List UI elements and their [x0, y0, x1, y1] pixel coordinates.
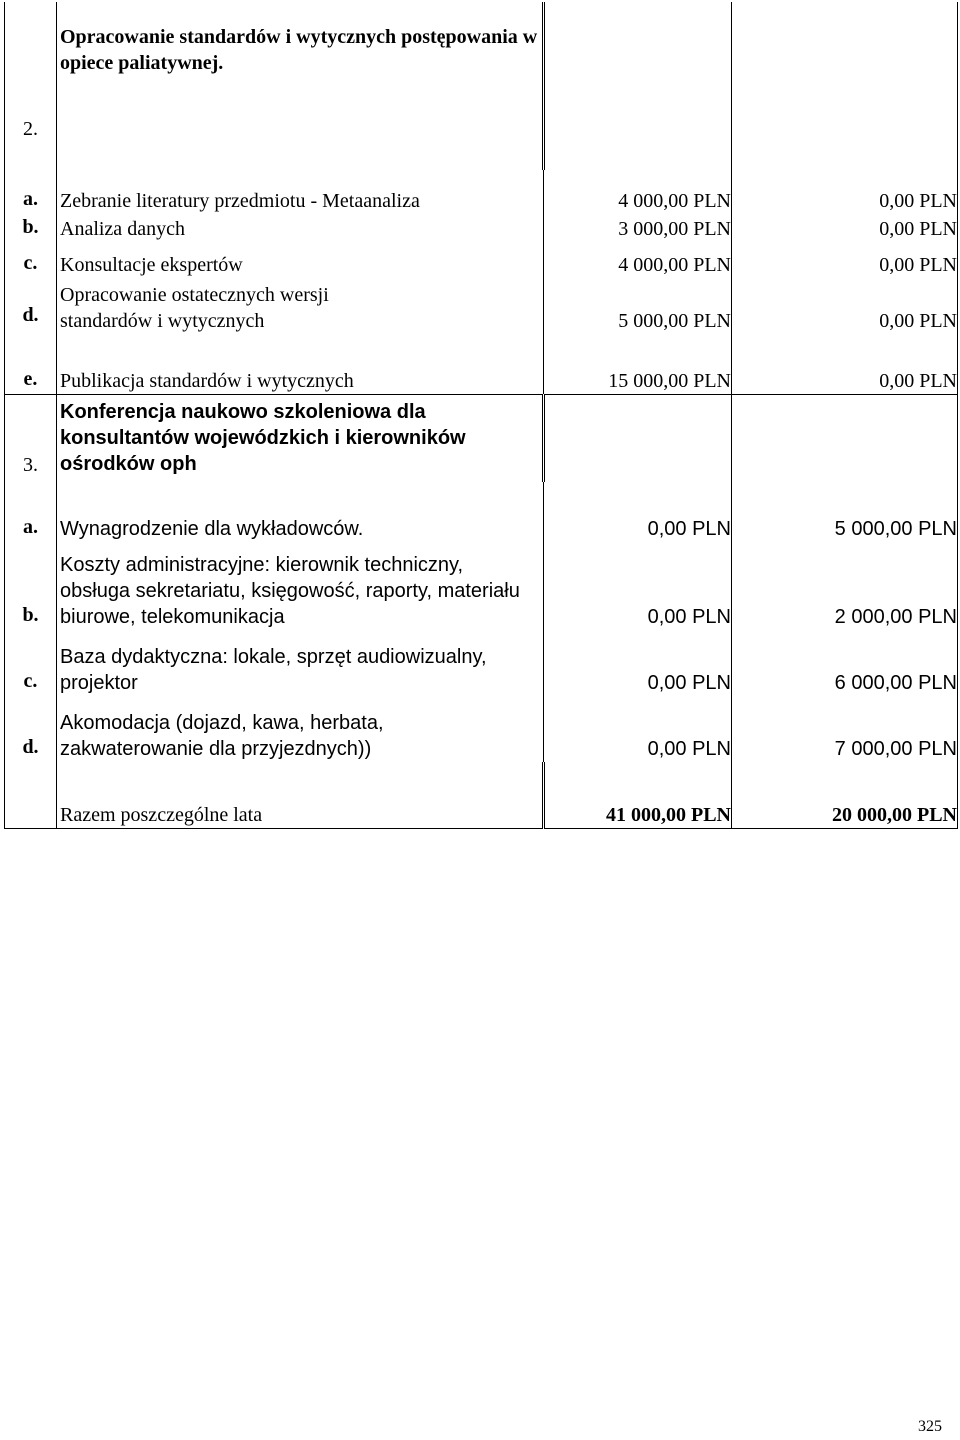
row-label: Publikacja standardów i wytycznych	[57, 334, 544, 394]
row-year2: 7 000,00 PLN	[732, 696, 958, 762]
row-year2: 0,00 PLN	[732, 214, 958, 242]
table-row	[5, 170, 958, 214]
table-row	[5, 278, 958, 334]
row-year2: 5 000,00 PLN	[732, 482, 958, 542]
row-label: Zebranie literatury przedmiotu - Metaanaliza	[57, 170, 544, 214]
row-year2: 0,00 PLN	[732, 242, 958, 278]
row-letter: a.	[5, 170, 57, 214]
section-header-row	[5, 2, 958, 170]
row-year2: 0,00 PLN	[732, 278, 958, 334]
section-title: Konferencja naukowo szkoleniowa dla konsultantów wojewódzkich i kierowników ośrodków oph	[57, 394, 544, 482]
row-label: Baza dydaktyczna: lokale, sprzęt audiowizualny, projektor	[57, 630, 544, 696]
totals-year1: 41 000,00 PLN	[544, 762, 732, 828]
table-row	[5, 630, 958, 696]
row-year1: 0,00 PLN	[544, 630, 732, 696]
row-year2: 0,00 PLN	[732, 170, 958, 214]
totals-label: Razem poszczególne lata	[57, 762, 544, 828]
row-year1: 4 000,00 PLN	[544, 242, 732, 278]
row-letter: a.	[5, 482, 57, 542]
row-label: Akomodacja (dojazd, kawa, herbata, zakwaterowanie dla przyjezdnych))	[57, 696, 544, 762]
row-year1: 0,00 PLN	[544, 482, 732, 542]
row-letter: d.	[5, 278, 57, 334]
row-label: Analiza danych	[57, 214, 544, 242]
row-label: Koszty administracyjne: kierownik techniczny, obsługa sekretariatu, księgowość, raporty, materiału biurowe, telekomunikacja	[57, 542, 544, 630]
row-letter: b.	[5, 542, 57, 630]
row-year2: 6 000,00 PLN	[732, 630, 958, 696]
row-letter: e.	[5, 334, 57, 394]
row-year1: 3 000,00 PLN	[544, 214, 732, 242]
section-header-row	[5, 394, 958, 482]
section-title: Opracowanie standardów i wytycznych postępowania w opiece paliatywnej.	[57, 2, 544, 170]
row-label: Wynagrodzenie dla wykładowców.	[57, 482, 544, 542]
row-label: Konsultacje ekspertów	[57, 242, 544, 278]
totals-year2: 20 000,00 PLN	[732, 762, 958, 828]
table-row	[5, 482, 958, 542]
table-row	[5, 334, 958, 394]
row-year2: 0,00 PLN	[732, 334, 958, 394]
row-letter: d.	[5, 696, 57, 762]
row-year2: 2 000,00 PLN	[732, 542, 958, 630]
table-row	[5, 542, 958, 630]
table-row	[5, 242, 958, 278]
table-row	[5, 214, 958, 242]
row-letter: c.	[5, 242, 57, 278]
page-number: 325	[918, 1418, 942, 1435]
row-letter: c.	[5, 630, 57, 696]
totals-row	[5, 762, 958, 828]
table-row	[5, 696, 958, 762]
row-year1: 0,00 PLN	[544, 542, 732, 630]
row-year1: 0,00 PLN	[544, 696, 732, 762]
row-year1: 5 000,00 PLN	[544, 278, 732, 334]
budget-table	[4, 2, 958, 829]
row-year1: 4 000,00 PLN	[544, 170, 732, 214]
row-year1: 15 000,00 PLN	[544, 334, 732, 394]
row-letter: b.	[5, 214, 57, 242]
section-number: 2.	[5, 2, 57, 170]
section-number: 3.	[5, 394, 57, 482]
row-label: Opracowanie ostatecznych wersji standardów i wytycznych	[57, 278, 544, 334]
